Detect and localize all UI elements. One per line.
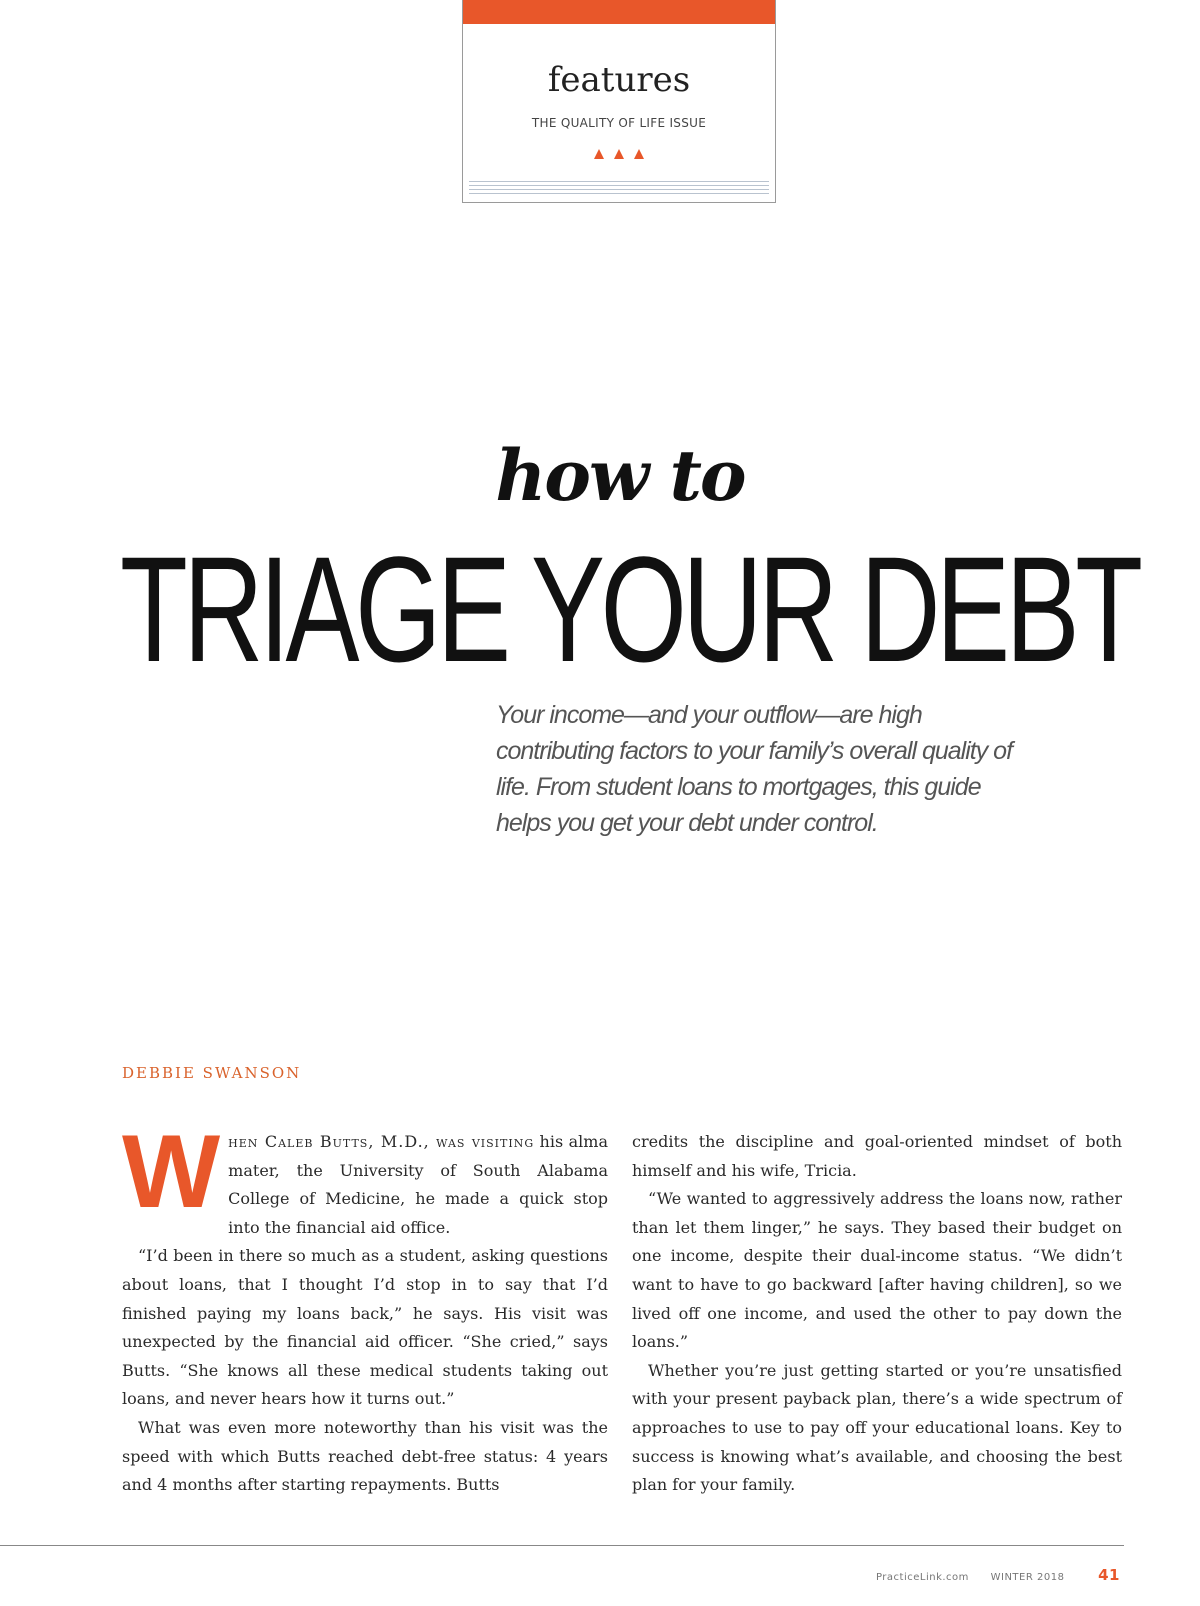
footer-site: PracticeLink.com [875, 1572, 969, 1583]
headline-title: TRIAGE YOUR DEBT [120, 525, 1139, 693]
paragraph: “We wanted to aggressively address the loans now, rather than let them linger,” he says. They based their budget on one income, despite their dual-income status. “We didn’t want to have to go backward [after having children], so we lived off one income, and used the other to pay down the loans.” [632, 1189, 1122, 1352]
page-footer [858, 1566, 1120, 1584]
paragraph: “I’d been in there so much as a student, asking questions about loans, that I thought I’d stop in to say that I’d finished paying my loans back,” he says. His visit was unexpected by the financial aid officer. “She cried,” says Butts. “She knows all these medical students taking out loans, and never hears how it turns out.” [122, 1246, 608, 1409]
paragraph: What was even more noteworthy than his visit was the speed with which Butts reached debt-free status: 4 years and 4 months after starting repayments. Butts [122, 1417, 608, 1495]
decorative-rules [469, 181, 769, 195]
footer-issue-date: WINTER 2018 [990, 1572, 1065, 1583]
lead-paragraph-text: his alma mater, the University of South Alabama College of Medicine, he made a quick stop into the financial aid office. [228, 1132, 608, 1237]
triangle-icon [594, 149, 604, 159]
paragraph-continued: credits the discipline and goal-oriented mindset of both himself and his wife, Tricia. [632, 1132, 1122, 1180]
issue-name: THE QUALITY OF LIFE ISSUE [531, 116, 707, 130]
paragraph: Whether you’re just getting started or you’re unsatisfied with your present payback plan, there’s a wide spectrum of approaches to use to pay off your educational loans. Key to success is knowing what’s available, and choosing the best plan for your family. [632, 1360, 1122, 1495]
accent-bar [463, 0, 775, 24]
drop-cap: W [122, 1114, 217, 1230]
body-column-left [122, 1114, 608, 1500]
triangle-icon [634, 149, 644, 159]
article-dek: Your income—and your outflow—are high contributing factors to your family’s overall quality of life. From student loans to mortgages, this guide helps you get your debt under control. [496, 701, 1013, 837]
section-header-card [462, 0, 776, 203]
headline-kicker: how to [495, 434, 745, 517]
section-title: features [547, 60, 691, 100]
triangle-icon [614, 149, 624, 159]
page-number: 41 [1098, 1566, 1120, 1584]
body-column-right [632, 1128, 1122, 1500]
triangle-ornament [463, 144, 775, 160]
lead-in-caps: hen Caleb Butts, M.D., was visiting [228, 1132, 535, 1151]
footer-rule [0, 1545, 1124, 1546]
headline-container [120, 525, 1139, 693]
paragraph-lead [122, 1114, 608, 1242]
author-byline: DEBBIE SWANSON [122, 1064, 302, 1082]
